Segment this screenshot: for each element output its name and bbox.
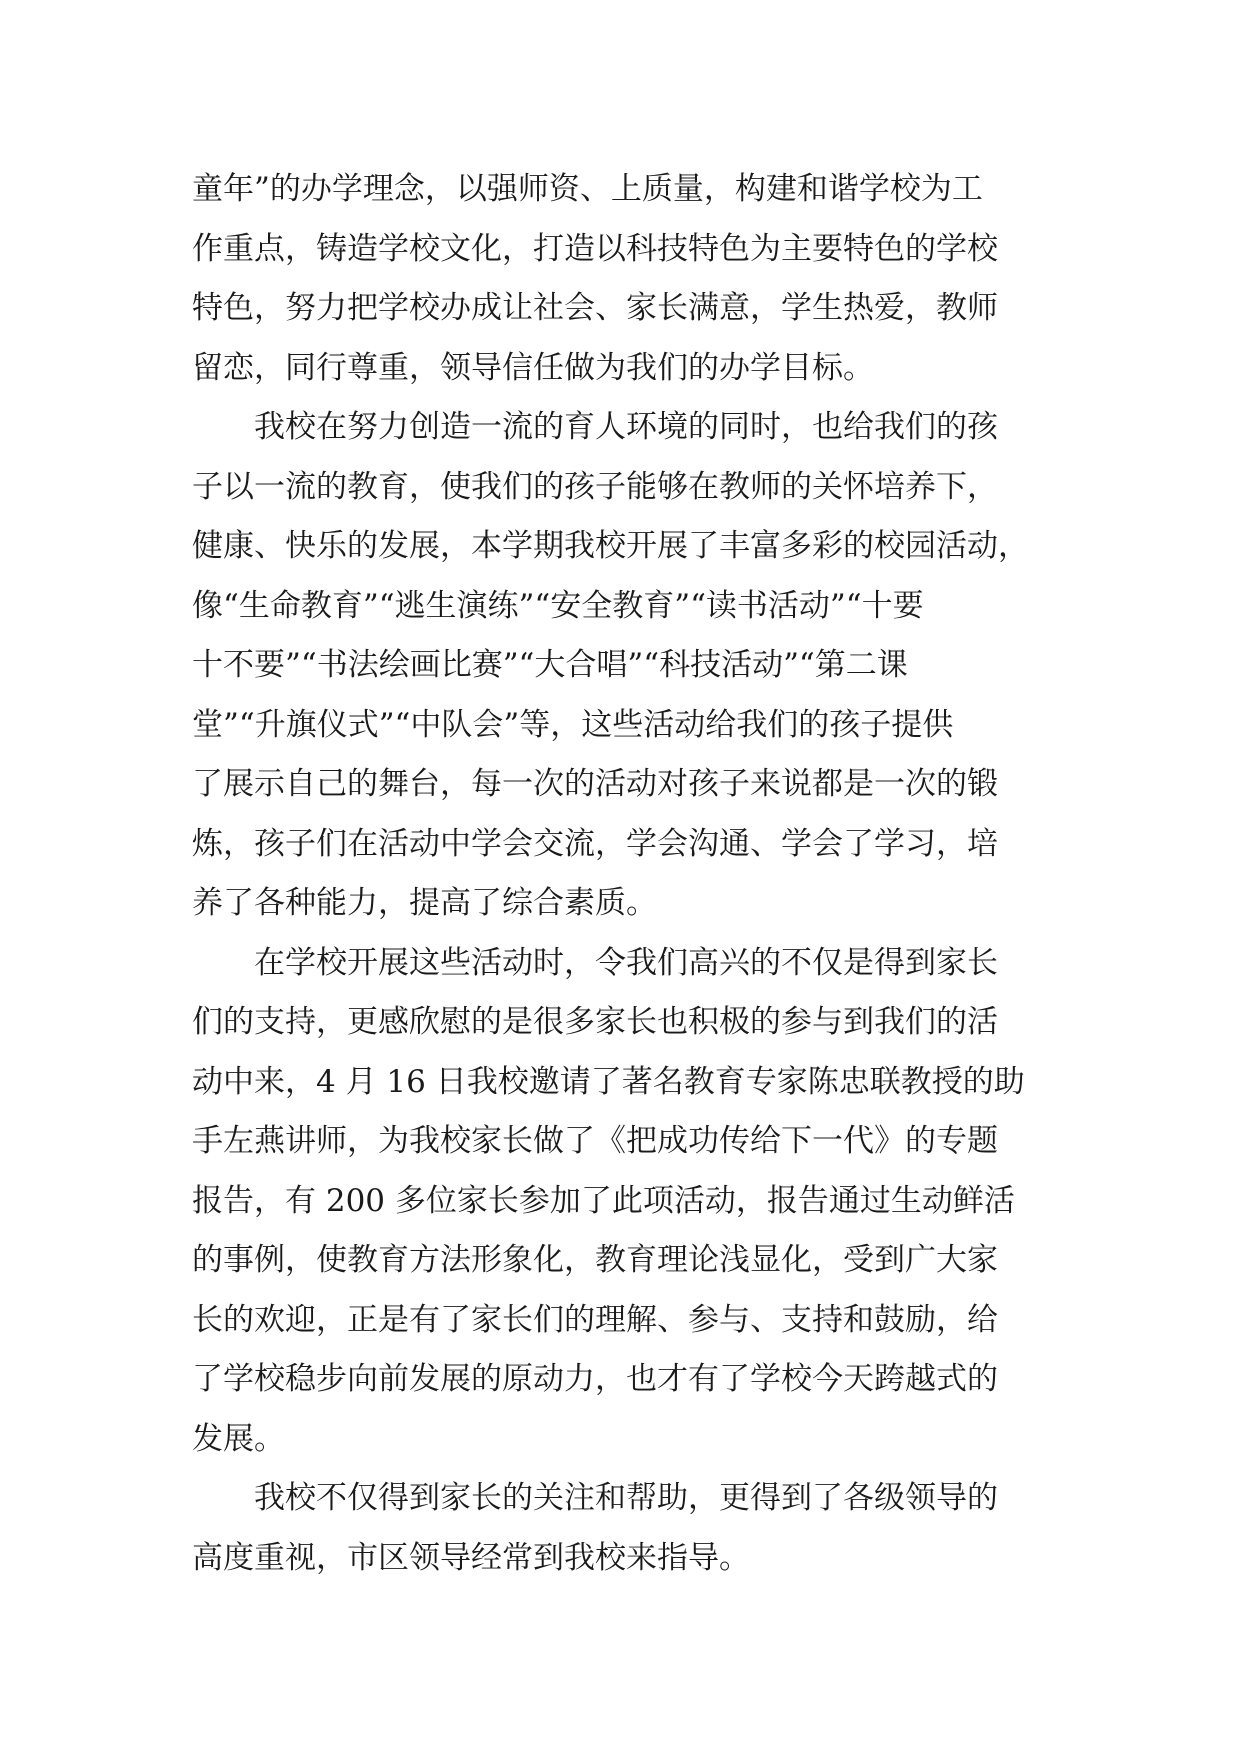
text-line: 报告，有 200 多位家长参加了此项活动，报告通过生动鲜活 (192, 1182, 1015, 1219)
text-line: 像“生命教育”“逃生演练”“安全教育”“读书活动”“十要 (192, 587, 924, 624)
text-line: 了学校稳步向前发展的原动力，也才有了学校今天跨越式的 (192, 1361, 998, 1397)
text-line: 了展示自己的舞台，每一次的活动对孩子来说都是一次的锻 (192, 766, 998, 802)
text-line: 堂”“升旗仪式”“中队会”等，这些活动给我们的孩子提供 (192, 706, 954, 743)
text-line: 我校不仅得到家长的关注和帮助，更得到了各级领导的 (192, 1480, 998, 1516)
text-line: 子以一流的教育，使我们的孩子能够在教师的关怀培养下， (192, 468, 998, 505)
text-line: 的事例，使教育方法形象化，教育理论浅显化，受到广大家 (192, 1242, 998, 1278)
text-line: 健康、快乐的发展，本学期我校开展了丰富多彩的校园活动， (192, 528, 1029, 564)
document-body (192, 160, 1062, 1588)
text-line: 作重点，铸造学校文化，打造以科技特色为主要特色的学校 (192, 230, 998, 267)
text-line: 手左燕讲师，为我校家长做了《把成功传给下一代》的专题 (192, 1123, 998, 1159)
paragraph-1 (192, 160, 1062, 398)
paragraph-3 (192, 934, 1062, 1470)
text-line: 十不要”“书法绘画比赛”“大合唱”“科技活动”“第二课 (192, 647, 908, 683)
text-line: 留恋，同行尊重，领导信任做为我们的办学目标。 (192, 349, 874, 386)
text-line: 们的支持，更感欣慰的是很多家长也积极的参与到我们的活 (192, 1004, 998, 1040)
text-line: 炼，孩子们在活动中学会交流，学会沟通、学会了学习，培 (192, 825, 998, 862)
text-line: 动中来，4 月 16 日我校邀请了著名教育专家陈忠联教授的助 (192, 1063, 1025, 1100)
text-line: 在学校开展这些活动时，令我们高兴的不仅是得到家长 (192, 944, 998, 981)
text-line: 高度重视，市区领导经常到我校来指导。 (192, 1539, 750, 1576)
text-line: 发展。 (192, 1420, 285, 1457)
text-line: 养了各种能力，提高了综合素质。 (192, 885, 657, 921)
paragraph-4 (192, 1469, 1062, 1588)
text-line: 我校在努力创造一流的育人环境的同时，也给我们的孩 (192, 409, 998, 445)
text-line: 特色，努力把学校办成让社会、家长满意，学生热爱，教师 (192, 290, 998, 326)
text-line: 长的欢迎，正是有了家长们的理解、参与、支持和鼓励，给 (192, 1301, 998, 1338)
text-line: 童年”的办学理念，以强师资、上质量，构建和谐学校为工 (192, 171, 983, 207)
paragraph-2 (192, 398, 1062, 934)
